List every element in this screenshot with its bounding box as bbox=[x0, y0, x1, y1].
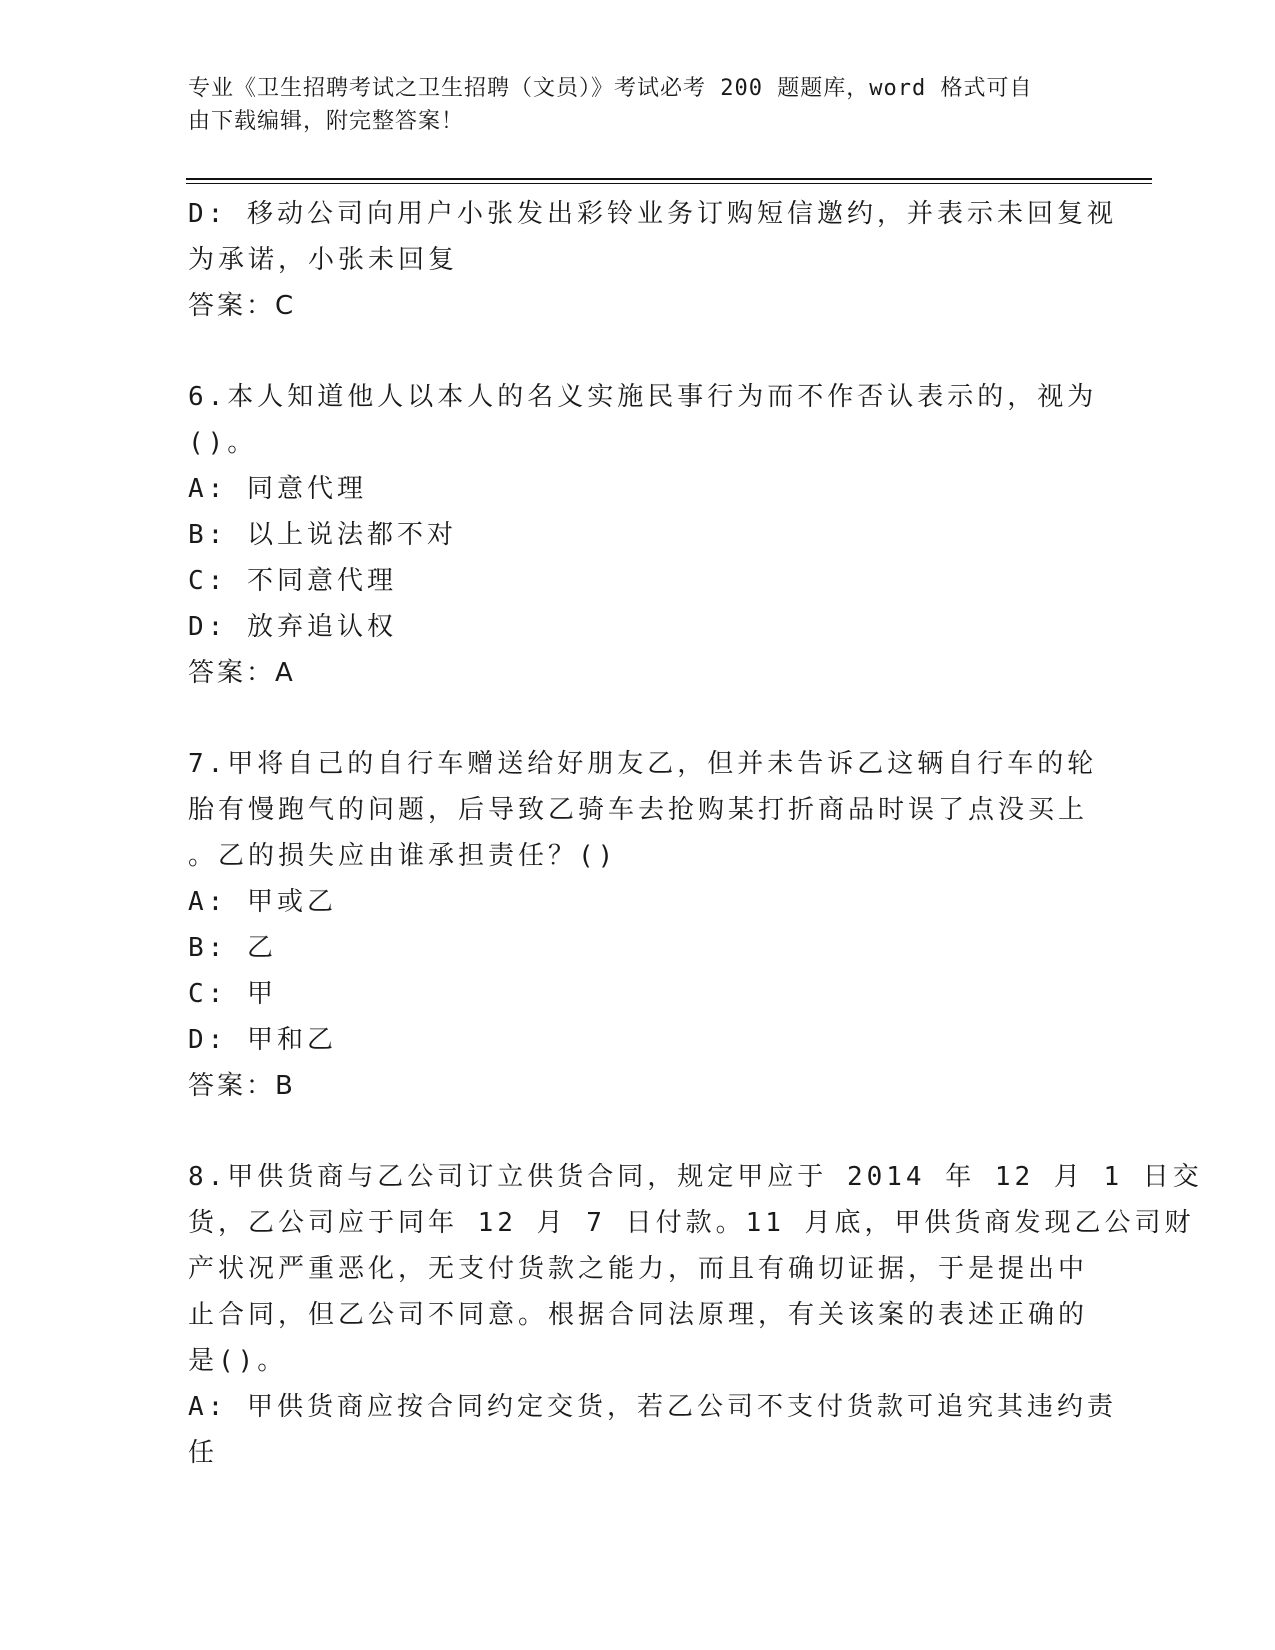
option-d-line-2: 为承诺，小张未回复 bbox=[188, 245, 459, 275]
option-c: C: 不同意代理 bbox=[188, 566, 397, 596]
option-a-line-1: A: 甲供货商应按合同约定交货，若乙公司不支付货款可追究其违约责 bbox=[188, 1392, 1117, 1422]
question-7 bbox=[188, 741, 1098, 1109]
answer: 答案：C bbox=[188, 291, 297, 321]
header-rule-thin bbox=[186, 183, 1152, 184]
option-d: D: 甲和乙 bbox=[188, 1025, 337, 1055]
option-a: A: 甲或乙 bbox=[188, 887, 337, 917]
option-a-line-2: 任 bbox=[188, 1438, 219, 1468]
question-text-line-1: 8.甲供货商与乙公司订立供货合同，规定甲应于 2014 年 12 月 1 日交 bbox=[188, 1162, 1203, 1192]
spacer bbox=[188, 696, 1088, 741]
spacer bbox=[188, 1109, 1088, 1154]
question-text-line-4: 止合同，但乙公司不同意。根据合同法原理，有关该案的表述正确的 bbox=[188, 1300, 1089, 1330]
option-b: B: 乙 bbox=[188, 933, 277, 963]
question-5-tail bbox=[188, 191, 1117, 329]
option-a: A: 同意代理 bbox=[188, 474, 367, 504]
question-8 bbox=[188, 1154, 1203, 1476]
question-text-line-3: 产状况严重恶化，无支付货款之能力，而且有确切证据，于是提出中 bbox=[188, 1254, 1089, 1284]
question-text-line-3: 。乙的损失应由谁承担责任？() bbox=[188, 841, 618, 871]
header-line-2: 由下载编辑，附完整答案！ bbox=[188, 109, 465, 134]
option-d-line-1: D: 移动公司向用户小张发出彩铃业务订购短信邀约，并表示未回复视 bbox=[188, 199, 1117, 229]
document-header bbox=[188, 72, 1088, 138]
question-text-line-1: 7.甲将自己的自行车赠送给好朋友乙，但并未告诉乙这辆自行车的轮 bbox=[188, 749, 1098, 779]
question-text-line-2: 胎有慢跑气的问题，后导致乙骑车去抢购某打折商品时误了点没买上 bbox=[188, 795, 1089, 825]
question-list bbox=[188, 191, 1203, 1476]
option-d: D: 放弃追认权 bbox=[188, 612, 397, 642]
question-text-line-5: 是()。 bbox=[188, 1346, 288, 1376]
question-text-line-2: 货，乙公司应于同年 12 月 7 日付款。11 月底，甲供货商发现乙公司财 bbox=[188, 1208, 1195, 1238]
answer: 答案：A bbox=[188, 658, 296, 688]
header-line-1: 专业《卫生招聘考试之卫生招聘（文员）》考试必考 200 题题库，word 格式可自 bbox=[188, 76, 1033, 101]
spacer bbox=[188, 329, 1088, 374]
option-b: B: 以上说法都不对 bbox=[188, 520, 457, 550]
question-6 bbox=[188, 374, 1098, 696]
question-text-line-2: ()。 bbox=[188, 428, 258, 458]
question-text-line-1: 6.本人知道他人以本人的名义实施民事行为而不作否认表示的，视为 bbox=[188, 382, 1098, 412]
option-c: C: 甲 bbox=[188, 979, 277, 1009]
header-rule-thick bbox=[186, 178, 1152, 180]
answer: 答案：B bbox=[188, 1071, 296, 1101]
